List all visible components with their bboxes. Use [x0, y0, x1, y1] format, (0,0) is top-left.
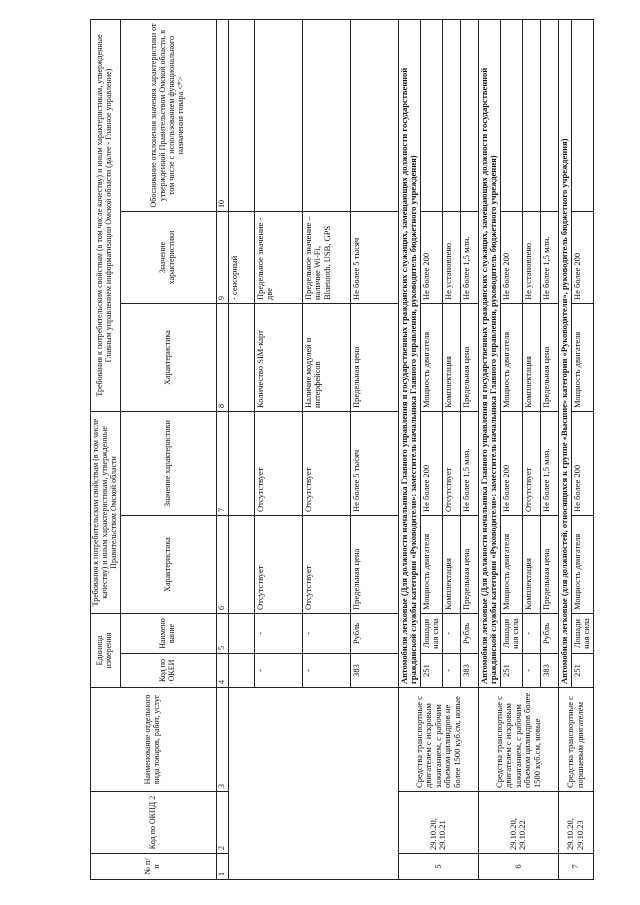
unit-name: Лошадиная сила — [500, 614, 522, 654]
item-name: Средства транспортные с двигателем с искровым зажиганием, с рабочим объемом цилиндров более 1500 куб.см, новые — [478, 688, 558, 792]
justification — [350, 20, 398, 212]
dept-char: Предельная цена — [350, 304, 398, 412]
column-number: 7 — [216, 412, 228, 516]
dept-char: Предельная цена — [540, 304, 558, 412]
okei-code: - — [302, 654, 350, 688]
gov-char: Отсутствует — [302, 516, 350, 614]
column-number: 9 — [216, 212, 228, 304]
header-req-dept-just: Обоснование отклонения значения характеристики от утвержденной Правительством Омской области, в том числе с использованием функционального назначения товара <*> — [120, 20, 216, 212]
header-req-dept-val: Значение характеристики — [120, 212, 216, 304]
gov-char: Комплектация — [522, 516, 540, 614]
unit-name: Лошадиная сила — [571, 614, 593, 654]
justification — [571, 20, 593, 212]
item-okpd: 29.10.20, 29.10.22 — [478, 792, 558, 854]
category-row — [478, 20, 500, 880]
dept-char: Количество SIM-карт — [254, 304, 302, 412]
dept-value: Не более 1,5 млн. — [540, 212, 558, 304]
header-num: № п/п — [91, 854, 217, 880]
unit-name: - — [522, 614, 540, 654]
header-req-dept-char: Характеристика — [120, 304, 216, 412]
unit-name: - — [254, 614, 302, 654]
header-okei: Код по ОКЕИ — [120, 654, 216, 688]
item-name: Средства транспортные с поршневым двигателем — [558, 688, 593, 792]
column-number: 4 — [216, 654, 228, 688]
justification — [302, 20, 350, 212]
unit-name: Рубль — [460, 614, 478, 654]
gov-value: Отсутствует — [522, 412, 540, 516]
gov-value: Не более 200 — [571, 412, 593, 516]
dept-value: Предельное значение - две — [254, 212, 302, 304]
item-number: 7 — [558, 854, 593, 880]
gov-char: Мощность двигателя — [500, 516, 522, 614]
dept-value: Не установлено — [442, 212, 460, 304]
dept-value: - сенсорный — [228, 212, 254, 304]
header-name: Наименование отдельного вида товаров, работ, услуг — [91, 688, 217, 792]
gov-value: Не более 200 — [420, 412, 442, 516]
okei-code: 251 — [571, 654, 593, 688]
gov-value: Не более 5 тысяч — [350, 412, 398, 516]
column-number: 3 — [216, 688, 228, 792]
justification — [254, 20, 302, 212]
column-numbers-row — [216, 20, 228, 880]
dept-value: Не более 5 тысяч — [350, 212, 398, 304]
item-category: Автомобили легковые (Для должности начальника Главного управления и государственных гражданских служащих, замещающих должности государственной гражданской службы категории «Руководители»: заместитель начальника Главного управления, руководитель бюджетного учреждения) — [478, 20, 500, 688]
gov-char: Предельная цена — [350, 516, 398, 614]
header-unit-group: Единица измерения — [91, 614, 121, 688]
unit-name — [228, 614, 254, 654]
dept-char: Комплектация — [522, 304, 540, 412]
okei-code: 251 — [420, 654, 442, 688]
gov-value: Не более 200 — [500, 412, 522, 516]
dept-value: Не более 200 — [571, 212, 593, 304]
unit-name: Рубль — [540, 614, 558, 654]
dept-value: Не более 1,5 млн. — [460, 212, 478, 304]
justification — [540, 20, 558, 212]
table-header — [91, 20, 229, 880]
column-number: 8 — [216, 304, 228, 412]
okei-code: 251 — [500, 654, 522, 688]
dept-char: Мощность двигателя — [420, 304, 442, 412]
okei-code: 383 — [540, 654, 558, 688]
dept-char: Комплектация — [442, 304, 460, 412]
requirements-table — [90, 19, 594, 880]
item-number: 5 — [398, 854, 478, 880]
gov-value: Отсутствует — [254, 412, 302, 516]
dept-value: Не более 200 — [500, 212, 522, 304]
header-req-gov-char: Характеристика — [120, 516, 216, 614]
header-req-gov: Требования к потребительским свойствам (в том числе качеству) и иным характеристикам, утвержденные Правительством Омской области — [91, 412, 121, 614]
unit-name: - — [442, 614, 460, 654]
gov-char: Комплектация — [442, 516, 460, 614]
item-name: Средства транспортные с двигателем с искровым зажиганием, с рабочим объемом цилиндров не более 1500 куб.см, новые — [398, 688, 478, 792]
column-number: 6 — [216, 516, 228, 614]
okei-code: - — [442, 654, 460, 688]
gov-char: Предельная цена — [460, 516, 478, 614]
header-okpd: Код по ОКПД 2 — [91, 792, 217, 854]
header-req-dept: Требования к потребительским свойствам (в том числе качеству) и иным характеристикам, утвержденные Главным управлением информатизации Омской области (далее - Главное управление) — [91, 20, 121, 412]
column-number: 5 — [216, 614, 228, 654]
item-okpd: 29.10.20, 29.10.23 — [558, 792, 593, 854]
gov-value: Не более 1,5 млн. — [460, 412, 478, 516]
dept-char: Мощность двигателя — [571, 304, 593, 412]
justification — [500, 20, 522, 212]
rotated-table-wrapper — [90, 20, 640, 880]
okei-code: 383 — [350, 654, 398, 688]
okei-code: - — [522, 654, 540, 688]
dept-value: Предельное значение – наличие Wi-Fi, Bluetooth, USB, GPS — [302, 212, 350, 304]
justification — [442, 20, 460, 212]
unit-name: Рубль — [350, 614, 398, 654]
okei-code — [228, 654, 254, 688]
header-req-gov-val: Значение характеристики — [120, 412, 216, 516]
dept-char: Мощность двигателя — [500, 304, 522, 412]
dept-char: Предельная цена — [460, 304, 478, 412]
gov-char: Предельная цена — [540, 516, 558, 614]
column-number: 2 — [216, 792, 228, 854]
continued-cell — [228, 688, 398, 880]
header-unit-name: Наименование — [120, 614, 216, 654]
table-body — [228, 20, 593, 880]
gov-char: Отсутствует — [254, 516, 302, 614]
category-row — [558, 20, 571, 880]
unit-name: Лошадиная сила — [420, 614, 442, 654]
justification — [522, 20, 540, 212]
item-category: Автомобили легковые (для должностей, относящихся к группе «Высшие» категории «Руководители», руководитель бюджетного учреждения) — [558, 20, 571, 688]
dept-value: Не установлено — [522, 212, 540, 304]
justification — [420, 20, 442, 212]
gov-value: Отсутствует — [442, 412, 460, 516]
dept-value: Не более 200 — [420, 212, 442, 304]
table-row — [228, 20, 254, 880]
item-category: Автомобили легковые (Для должности начальника Главного управления и государственных гражданских служащих, замещающих должности государственной гражданской службы категории «Руководители»: заместитель начальника Главного управления, руководитель бюджетного учреждения) — [398, 20, 420, 688]
unit-name: - — [302, 614, 350, 654]
okei-code: 383 — [460, 654, 478, 688]
okei-code: - — [254, 654, 302, 688]
justification — [228, 20, 254, 212]
gov-char: Мощность двигателя — [571, 516, 593, 614]
gov-value — [228, 412, 254, 516]
gov-value: Отсутствует — [302, 412, 350, 516]
gov-char: Мощность двигателя — [420, 516, 442, 614]
column-number: 1 — [216, 854, 228, 880]
category-row — [398, 20, 420, 880]
justification — [460, 20, 478, 212]
dept-char: Наличие модулей и интерфейсов — [302, 304, 350, 412]
column-number: 10 — [216, 20, 228, 212]
dept-char — [228, 304, 254, 412]
item-number: 6 — [478, 854, 558, 880]
gov-char — [228, 516, 254, 614]
item-okpd: 29.10.20, 29.10.21 — [398, 792, 478, 854]
gov-value: Не более 1,5 млн. — [540, 412, 558, 516]
